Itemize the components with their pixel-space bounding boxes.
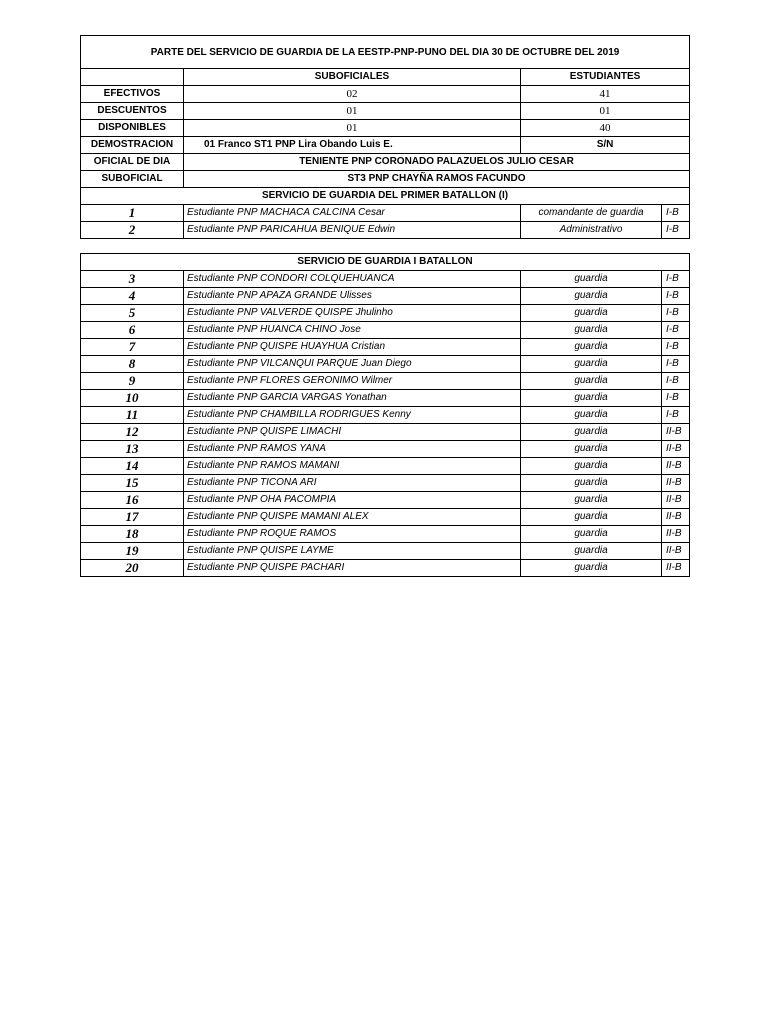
- row-number: 3: [81, 271, 184, 288]
- row-name: Estudiante PNP OHA PACOMPIA: [184, 492, 521, 509]
- row-name: Estudiante PNP QUISPE LAYME: [184, 543, 521, 560]
- summary-row: [81, 86, 690, 103]
- row-batallon: I-B: [662, 288, 690, 305]
- guard-list-table: [80, 253, 690, 577]
- row-name: Estudiante PNP PARICAHUA BENIQUE Edwin: [184, 222, 521, 239]
- row-name: Estudiante PNP FLORES GERONIMO Wilmer: [184, 373, 521, 390]
- row-name: Estudiante PNP QUISPE MAMANI ALEX: [184, 509, 521, 526]
- table-row: [81, 475, 690, 492]
- row-role: guardia: [521, 339, 662, 356]
- row-number: 8: [81, 356, 184, 373]
- table-row: [81, 288, 690, 305]
- row-batallon: II-B: [662, 560, 690, 577]
- summary-label: EFECTIVOS: [81, 86, 184, 103]
- row-name: Estudiante PNP RAMOS MAMANI: [184, 458, 521, 475]
- row-role: guardia: [521, 475, 662, 492]
- row-role: guardia: [521, 271, 662, 288]
- row-name: Estudiante PNP VALVERDE QUISPE Jhulinho: [184, 305, 521, 322]
- row-number: 1: [81, 205, 184, 222]
- suboficial-row: [81, 171, 690, 188]
- summary-label: DISPONIBLES: [81, 120, 184, 137]
- row-name: Estudiante PNP RAMOS YANA: [184, 441, 521, 458]
- oficial-value: TENIENTE PNP CORONADO PALAZUELOS JULIO CESAR: [184, 154, 690, 171]
- row-role: Administrativo: [521, 222, 662, 239]
- row-batallon: I-B: [662, 205, 690, 222]
- row-role: guardia: [521, 390, 662, 407]
- summary-estudiantes: 01: [521, 103, 690, 120]
- demostracion-label: DEMOSTRACION: [81, 137, 184, 154]
- row-number: 6: [81, 322, 184, 339]
- header-suboficiales: SUBOFICIALES: [184, 69, 521, 86]
- row-number: 12: [81, 424, 184, 441]
- table-row: [81, 322, 690, 339]
- section1-title: SERVICIO DE GUARDIA DEL PRIMER BATALLON (I): [81, 188, 690, 205]
- row-number: 5: [81, 305, 184, 322]
- table-row: [81, 441, 690, 458]
- row-number: 9: [81, 373, 184, 390]
- table-row: [81, 492, 690, 509]
- suboficial-label: SUBOFICIAL: [81, 171, 184, 188]
- row-role: guardia: [521, 543, 662, 560]
- row-name: Estudiante PNP APAZA GRANDE Ulisses: [184, 288, 521, 305]
- summary-row: [81, 120, 690, 137]
- row-batallon: I-B: [662, 373, 690, 390]
- row-role: guardia: [521, 560, 662, 577]
- row-name: Estudiante PNP VILCANQUI PARQUE Juan Diego: [184, 356, 521, 373]
- row-role: guardia: [521, 373, 662, 390]
- summary-suboficiales: 02: [184, 86, 521, 103]
- row-batallon: II-B: [662, 424, 690, 441]
- row-batallon: I-B: [662, 305, 690, 322]
- row-batallon: I-B: [662, 407, 690, 424]
- row-number: 19: [81, 543, 184, 560]
- table-row: [81, 526, 690, 543]
- table-row: [81, 373, 690, 390]
- row-name: Estudiante PNP GARCIA VARGAS Yonathan: [184, 390, 521, 407]
- row-role: guardia: [521, 305, 662, 322]
- summary-estudiantes: 40: [521, 120, 690, 137]
- row-role: guardia: [521, 509, 662, 526]
- table-row: [81, 305, 690, 322]
- row-number: 20: [81, 560, 184, 577]
- row-batallon: I-B: [662, 222, 690, 239]
- row-role: guardia: [521, 356, 662, 373]
- table-row: [81, 543, 690, 560]
- row-role: guardia: [521, 458, 662, 475]
- row-role: comandante de guardia: [521, 205, 662, 222]
- row-batallon: II-B: [662, 475, 690, 492]
- summary-row: [81, 103, 690, 120]
- row-batallon: II-B: [662, 458, 690, 475]
- table-row: [81, 424, 690, 441]
- row-name: Estudiante PNP ROQUE RAMOS: [184, 526, 521, 543]
- suboficial-value: ST3 PNP CHAYÑA RAMOS FACUNDO: [184, 171, 690, 188]
- row-batallon: I-B: [662, 339, 690, 356]
- table-row: [81, 407, 690, 424]
- row-number: 7: [81, 339, 184, 356]
- header-estudiantes: ESTUDIANTES: [521, 69, 690, 86]
- row-batallon: II-B: [662, 492, 690, 509]
- row-batallon: II-B: [662, 441, 690, 458]
- demostracion-suboficiales: 01 Franco ST1 PNP Lira Obando Luis E.: [184, 137, 521, 154]
- row-number: 18: [81, 526, 184, 543]
- row-batallon: II-B: [662, 526, 690, 543]
- guard-report-table: [80, 35, 690, 239]
- row-number: 4: [81, 288, 184, 305]
- row-name: Estudiante PNP QUISPE PACHARI: [184, 560, 521, 577]
- row-number: 14: [81, 458, 184, 475]
- row-name: Estudiante PNP CONDORI COLQUEHUANCA: [184, 271, 521, 288]
- row-batallon: II-B: [662, 543, 690, 560]
- row-batallon: I-B: [662, 271, 690, 288]
- demostracion-estudiantes: S/N: [521, 137, 690, 154]
- row-name: Estudiante PNP CHAMBILLA RODRIGUES Kenny: [184, 407, 521, 424]
- demostracion-row: [81, 137, 690, 154]
- row-role: guardia: [521, 526, 662, 543]
- row-number: 17: [81, 509, 184, 526]
- table-row: [81, 458, 690, 475]
- section2-title: SERVICIO DE GUARDIA I BATALLON: [81, 254, 690, 271]
- row-number: 10: [81, 390, 184, 407]
- summary-estudiantes: 41: [521, 86, 690, 103]
- row-name: Estudiante PNP MACHACA CALCINA Cesar: [184, 205, 521, 222]
- table-row: [81, 222, 690, 239]
- summary-suboficiales: 01: [184, 103, 521, 120]
- row-role: guardia: [521, 441, 662, 458]
- row-batallon: I-B: [662, 322, 690, 339]
- row-name: Estudiante PNP HUANCA CHINO Jose: [184, 322, 521, 339]
- table-row: [81, 390, 690, 407]
- table-row: [81, 339, 690, 356]
- table-row: [81, 509, 690, 526]
- report-title: PARTE DEL SERVICIO DE GUARDIA DE LA EESTP-PNP-PUNO DEL DIA 30 DE OCTUBRE DEL 2019: [81, 36, 690, 69]
- row-name: Estudiante PNP QUISPE LIMACHI: [184, 424, 521, 441]
- table-row: [81, 271, 690, 288]
- table-row: [81, 560, 690, 577]
- table-row: [81, 205, 690, 222]
- row-batallon: I-B: [662, 390, 690, 407]
- row-role: guardia: [521, 288, 662, 305]
- summary-suboficiales: 01: [184, 120, 521, 137]
- row-number: 15: [81, 475, 184, 492]
- oficial-row: [81, 154, 690, 171]
- row-batallon: I-B: [662, 356, 690, 373]
- row-role: guardia: [521, 322, 662, 339]
- row-name: Estudiante PNP TICONA ARI: [184, 475, 521, 492]
- row-role: guardia: [521, 492, 662, 509]
- row-number: 16: [81, 492, 184, 509]
- row-number: 11: [81, 407, 184, 424]
- table-row: [81, 356, 690, 373]
- row-role: guardia: [521, 407, 662, 424]
- summary-label: DESCUENTOS: [81, 103, 184, 120]
- row-name: Estudiante PNP QUISPE HUAYHUA Cristian: [184, 339, 521, 356]
- oficial-label: OFICIAL DE DIA: [81, 154, 184, 171]
- row-number: 13: [81, 441, 184, 458]
- row-batallon: II-B: [662, 509, 690, 526]
- row-number: 2: [81, 222, 184, 239]
- row-role: guardia: [521, 424, 662, 441]
- header-blank: [81, 69, 184, 86]
